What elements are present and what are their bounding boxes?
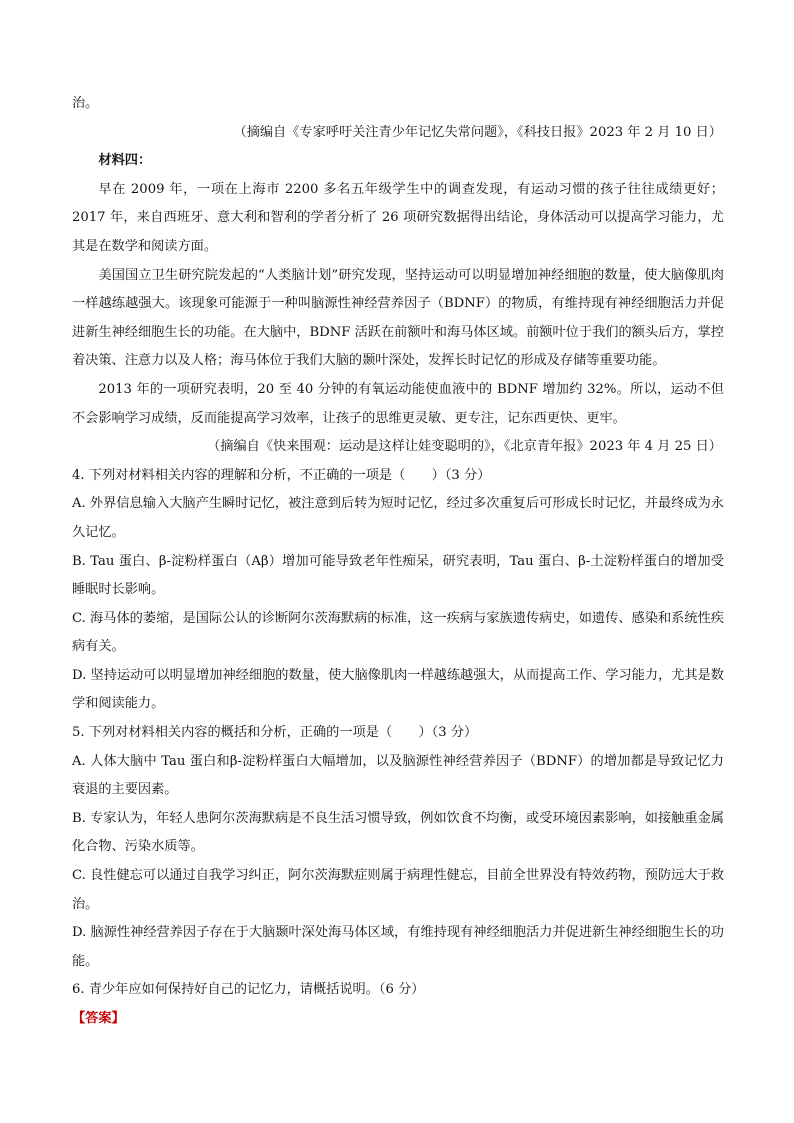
material-4-heading: 材料四： bbox=[98, 153, 152, 169]
question-5-option-d: D. 脑源性神经营养因子存在于大脑颞叶深处海马体区域，有维持现有神经细胞活力并促进新生神经细胞生长的功能。 bbox=[72, 925, 724, 969]
document-body bbox=[72, 90, 724, 1034]
question-5-option-c: C. 良性健忘可以通过自我学习纠正，阿尔茨海默症则属于病理性健忘，目前全世界没有特效药物，预防远大于救治。 bbox=[72, 868, 724, 912]
question-5-option-a: A. 人体大脑中 Tau 蛋白和β-淀粉样蛋白大幅增加，以及脑源性神经营养因子（BDNF）的增加都是导致记忆力衰退的主要因素。 bbox=[72, 753, 724, 798]
question-5: 5. 下列对材料相关内容的概括和分析，正确的一项是（ ）（3 分） bbox=[72, 725, 478, 741]
answer-label: 【答案】 bbox=[72, 1011, 125, 1026]
material-4-paragraph-1: 早在 2009 年，一项在上海市 2200 多名五年级学生中的调查发现，有运动习惯的孩子往往成绩更好；2017 年，来自西班牙、意大利和智利的学者分析了 26 项研究数据得出结论，身体活动可以提高学习能力，尤其是在数学和阅读方面。 bbox=[72, 181, 724, 254]
question-4-option-c: C. 海马体的萎缩，是国际公认的诊断阿尔茨海默病的标准，这一疾病与家族遗传病史，如遗传、感染和系统性疾病有关。 bbox=[72, 610, 724, 655]
question-6: 6. 青少年应如何保持好自己的记忆力，请概括说明。（6 分） bbox=[72, 982, 425, 998]
question-4-option-d: D. 坚持运动可以明显增加神经细胞的数量，使大脑像肌肉一样越练越强大，从而提高工作、学习能力，尤其是数学和阅读能力。 bbox=[72, 667, 724, 712]
source-citation-4: （摘编自《快来围观：运动是这样让娃变聪明的》，《北京青年报》2023 年 4 月 25 日） bbox=[207, 439, 722, 455]
question-4-option-a: A. 外界信息输入大脑产生瞬时记忆，被注意到后转为短时记忆，经过多次重复后可形成长时记忆，并最终成为永久记忆。 bbox=[72, 496, 724, 540]
question-4-option-b: B. Tau 蛋白、β-淀粉样蛋白（Aβ）增加可能导致老年性痴呆，研究表明，Tau 蛋白、β-土淀粉样蛋白的增加受睡眠时长影响。 bbox=[72, 553, 724, 598]
paragraph-tail: 治。 bbox=[72, 96, 99, 111]
material-4-paragraph-3: 2013 年的一项研究表明，20 至 40 分钟的有氧运动能使血液中的 BDNF 增加约 32%。所以，运动不但不会影响学习成绩，反而能提高学习效率，让孩子的思维更灵敏、更专注，记东西更快、更牢。 bbox=[72, 381, 724, 426]
material-4-paragraph-2: 美国国立卫生研究院发起的“人类脑计划”研究发现，坚持运动可以明显增加神经细胞的数量，使大脑像肌肉一样越练越强大。该现象可能源于一种叫脑源性神经营养因子（BDNF）的物质，有维持现有神经细胞活力并促进新生神经细胞生长的功能。在大脑中，BDNF 活跃在前额叶和海马体区域。前额叶位于我们的额头后方，掌控着决策、注意力以及人格；海马体位于我们大脑的颞叶深处，发挥长时记忆的形成及存储等重要功能。 bbox=[72, 267, 724, 369]
question-5-option-b: B. 专家认为，年轻人患阿尔茨海默病是不良生活习惯导致，例如饮食不均衡，或受环境因素影响，如接触重金属化合物、污染水质等。 bbox=[72, 810, 724, 855]
question-4: 4. 下列对材料相关内容的理解和分析，不正确的一项是（ ）（3 分） bbox=[72, 467, 491, 483]
source-citation-3: （摘编自《专家呼吁关注青少年记忆失常问题》，《科技日报》2023 年 2 月 10 日） bbox=[233, 124, 722, 140]
